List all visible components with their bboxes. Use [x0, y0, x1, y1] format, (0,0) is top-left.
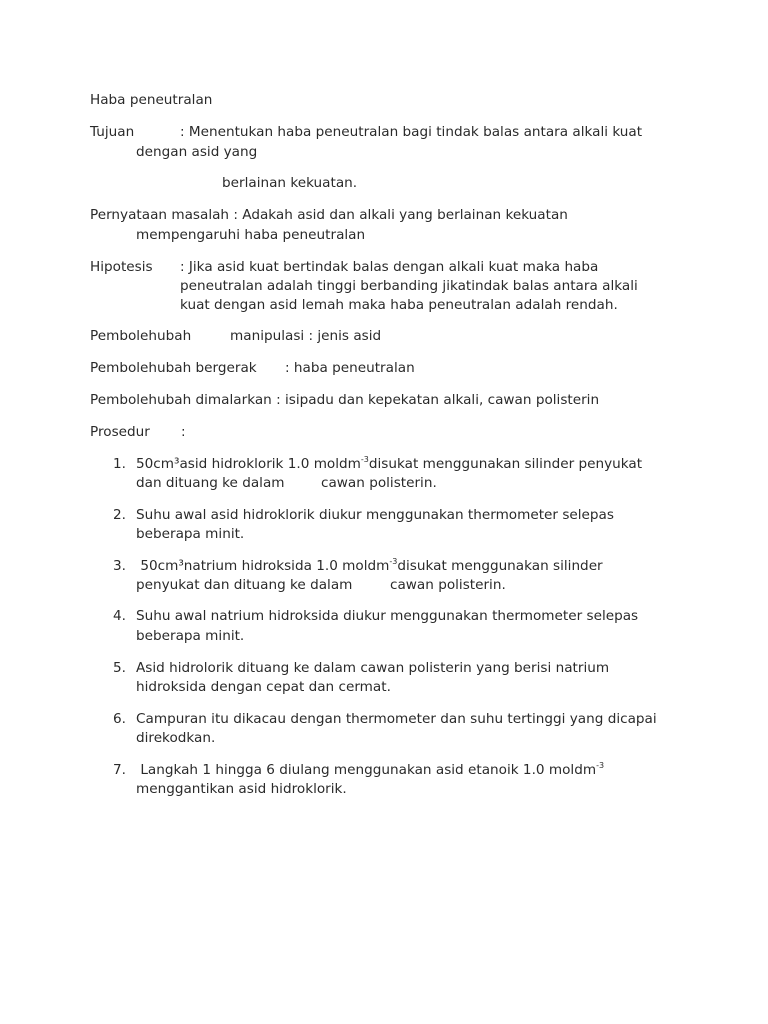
step-5-line-2: hidroksida dengan cepat dan cermat.: [136, 679, 391, 695]
document-title: Haba peneutralan: [90, 92, 213, 108]
pembolehubah-dimalarkan: Pembolehubah dimalarkan : isipadu dan kepekatan alkali, cawan polisterin: [90, 392, 600, 408]
step-7-line-2: menggantikan asid hidroklorik.: [136, 781, 347, 797]
hipotesis-line-2: peneutralan adalah tinggi berbanding jikatindak balas antara alkali: [180, 278, 638, 294]
step-3-superscript: -3: [389, 557, 398, 566]
step-5-line-1: Asid hidrolorik dituang ke dalam cawan polisterin yang berisi natrium: [136, 660, 610, 676]
pernyataan-masalah-line-1: Pernyataan masalah : Adakah asid dan alkali yang berlainan kekuatan: [90, 207, 568, 223]
step-1-text-b: disukat menggunakan silinder penyukat: [368, 456, 643, 472]
step-1-superscript: -3: [360, 455, 369, 464]
hipotesis-line-1: : Jika asid kuat bertindak balas dengan alkali kuat maka haba: [180, 259, 599, 275]
hipotesis-label: Hipotesis: [90, 259, 153, 275]
tujuan-text-line-3: berlainan kekuatan.: [222, 175, 358, 191]
hipotesis-line-3: kuat dengan asid lemah maka haba peneutralan adalah rendah.: [180, 297, 618, 313]
step-2-line-1: Suhu awal asid hidroklorik diukur menggunakan thermometer selepas: [136, 507, 614, 523]
step-2-line-2: beberapa minit.: [136, 526, 245, 542]
step-3-text-a: 50cm³natrium hidroksida 1.0 moldm: [136, 558, 390, 574]
pembolehubah-manipulasi-value: manipulasi : jenis asid: [230, 328, 382, 344]
tujuan-label: Tujuan: [90, 124, 135, 140]
step-3-number: 3.: [113, 558, 126, 574]
step-7-text-a: Langkah 1 hingga 6 diulang menggunakan asid etanoik 1.0 moldm: [136, 762, 597, 778]
step-2-number: 2.: [113, 507, 126, 523]
pernyataan-masalah-line-2: mempengaruhi haba peneutralan: [136, 227, 366, 243]
step-3-line-2b: cawan polisterin.: [390, 577, 506, 593]
prosedur-label: Prosedur: [90, 424, 150, 440]
step-1-text-a: 50cm³asid hidroklorik 1.0 moldm: [136, 456, 361, 472]
tujuan-text-line-2: dengan asid yang: [136, 144, 258, 160]
tujuan-text-line-1: : Menentukan haba peneutralan bagi tindak balas antara alkali kuat: [180, 124, 643, 140]
step-3-line-2a: penyukat dan dituang ke dalam: [136, 577, 353, 593]
pembolehubah-bergerak-label: Pembolehubah bergerak: [90, 360, 257, 376]
step-7-number: 7.: [113, 762, 126, 778]
step-6-number: 6.: [113, 711, 126, 727]
step-4-line-2: beberapa minit.: [136, 628, 245, 644]
step-1-line-2a: dan dituang ke dalam: [136, 475, 285, 491]
step-4-line-1: Suhu awal natrium hidroksida diukur menggunakan thermometer selepas: [136, 608, 639, 624]
step-7-line-1: [136, 761, 604, 780]
step-7-superscript: -3: [596, 761, 605, 770]
pembolehubah-manipulasi-label: Pembolehubah: [90, 328, 192, 344]
step-1-number: 1.: [113, 456, 126, 472]
step-4-number: 4.: [113, 608, 126, 624]
pembolehubah-bergerak-value: : haba peneutralan: [285, 360, 415, 376]
step-3-line-1: [136, 557, 603, 576]
step-1-line-2b: cawan polisterin.: [321, 475, 437, 491]
prosedur-colon: :: [181, 424, 186, 440]
step-1-line-1: [136, 455, 642, 474]
step-6-line-1: Campuran itu dikacau dengan thermometer dan suhu tertinggi yang dicapai: [136, 711, 657, 727]
step-6-line-2: direkodkan.: [136, 730, 216, 746]
step-3-text-b: disukat menggunakan silinder: [397, 558, 603, 574]
step-5-number: 5.: [113, 660, 126, 676]
